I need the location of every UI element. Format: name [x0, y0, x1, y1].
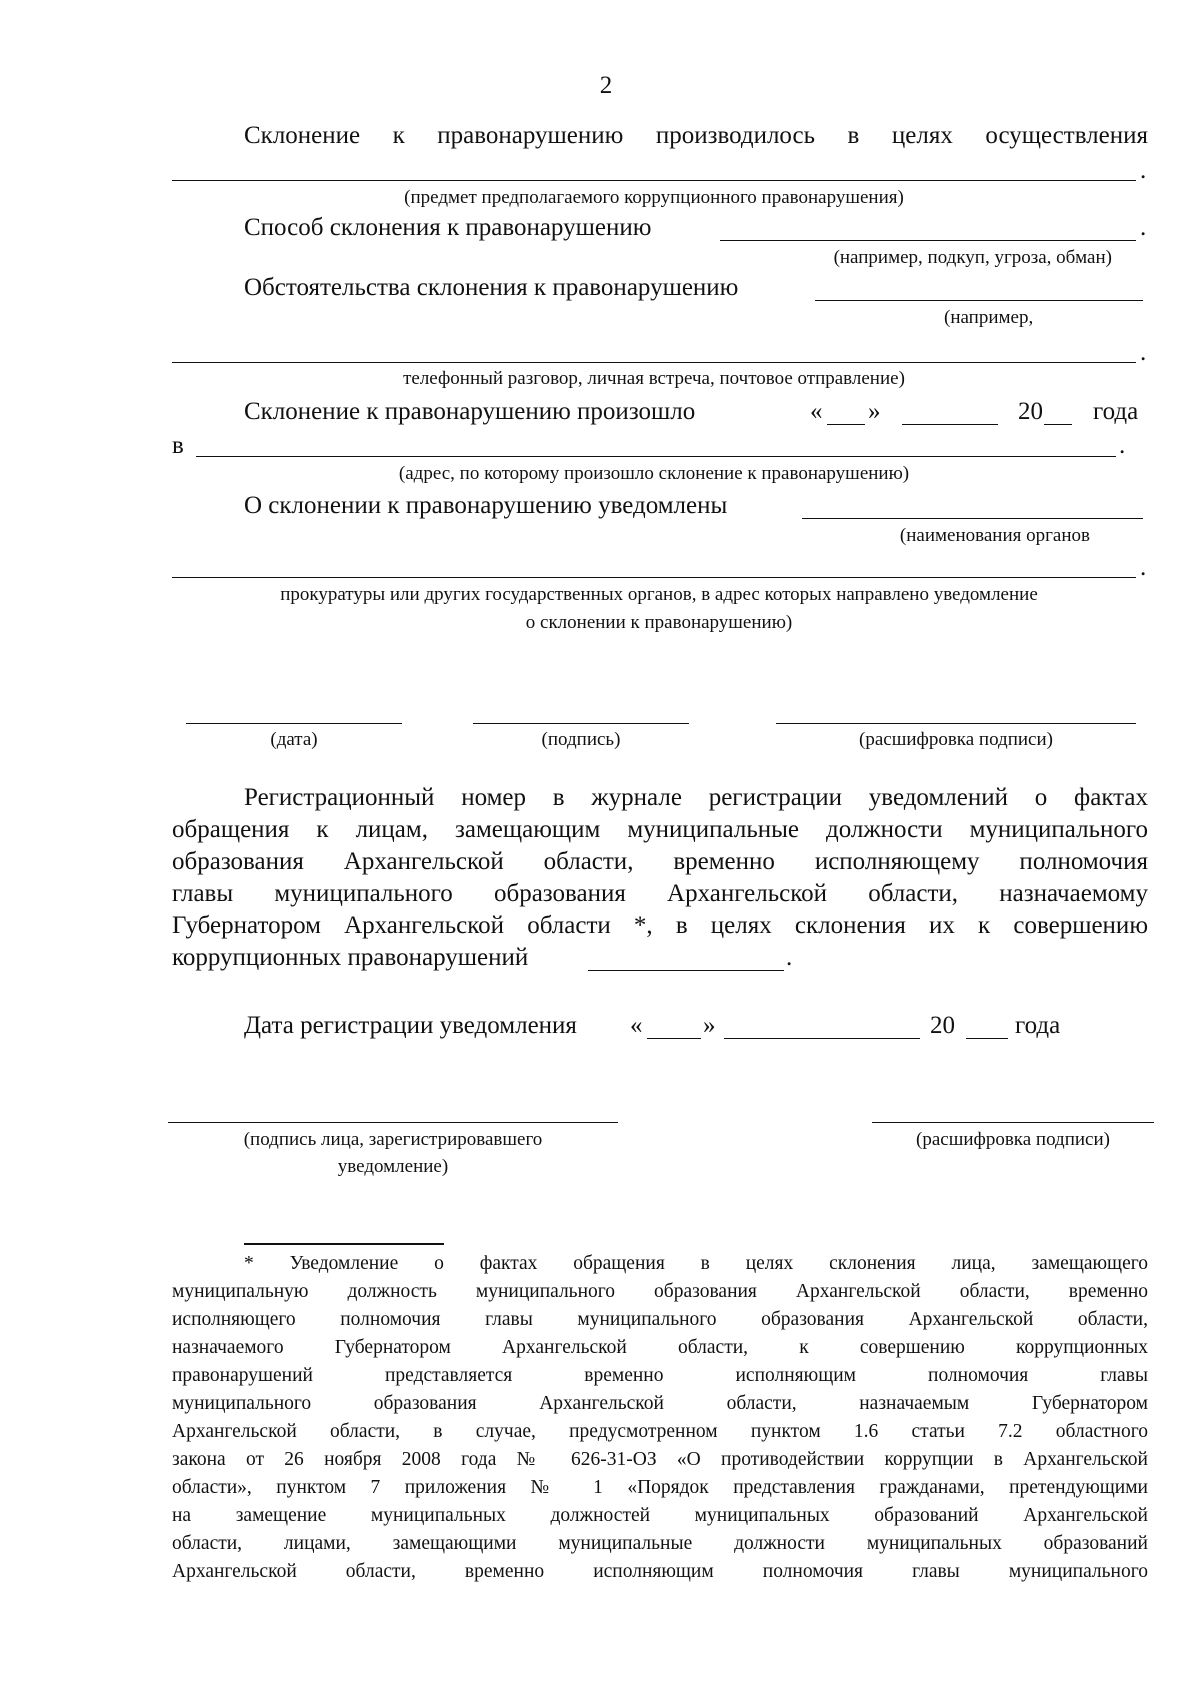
registration-line-5: Губернатором Архангельской области *, в целях склонения их к совершению	[172, 912, 1148, 939]
registrar-decoding-caption: (расшифровка подписи)	[916, 1129, 1110, 1150]
registration-line-2: обращения к лицам, замещающим муниципальные должности муниципального	[172, 816, 1148, 843]
purpose-hint: (предмет предполагаемого коррупционного правонарушения)	[404, 187, 904, 208]
footnote-line-9: области», пунктом 7 приложения № 1 «Порядок представления гражданами, претендующими	[172, 1477, 1148, 1498]
page-number: 2	[599, 72, 613, 99]
registration-line-4: главы муниципального образования Архангельской области, назначаемому	[172, 880, 1148, 907]
method-blank[interactable]	[720, 240, 1136, 241]
registration-line-1: Регистрационный номер в журнале регистрации уведомлений о фактах	[244, 784, 1148, 811]
reg-date-open-quote: «	[630, 1012, 643, 1039]
registrar-signature-line[interactable]	[168, 1122, 618, 1123]
occurred-address-blank[interactable]	[196, 456, 1116, 457]
footnote-line-1: * Уведомление о фактах обращения в целях склонения лица, замещающего	[244, 1253, 1148, 1274]
footnote-line-3: исполняющего полномочия главы муниципального образования Архангельской области,	[172, 1309, 1148, 1330]
date-signature-line[interactable]	[186, 723, 402, 724]
occurred-year-blank[interactable]	[1044, 424, 1072, 425]
notified-blank-2[interactable]	[172, 577, 1136, 578]
method-end: .	[1140, 214, 1147, 241]
circumstances-hint-b: телефонный разговор, личная встреча, почтовое отправление)	[403, 368, 905, 389]
registrar-caption-2: уведомление)	[337, 1156, 449, 1177]
reg-date-close-quote: »	[703, 1012, 716, 1039]
date-caption: (дата)	[270, 729, 318, 750]
circumstances-blank-1[interactable]	[815, 300, 1143, 301]
purpose-blank[interactable]	[172, 180, 1136, 181]
reg-date-year-word: года	[1015, 1012, 1061, 1039]
footnote-line-2: муниципальную должность муниципального образования Архангельской области, временно	[172, 1281, 1148, 1302]
registration-line-3: образования Архангельской области, временно исполняющему полномочия	[172, 848, 1148, 875]
registration-end: .	[786, 944, 793, 971]
footnote-line-6: муниципального образования Архангельской области, назначаемым Губернатором	[172, 1393, 1148, 1414]
occurred-hint: (адрес, по которому произошло склонение к правонарушению)	[398, 463, 910, 484]
circumstances-hint-a: (например,	[944, 307, 1034, 328]
reg-date-year-blank[interactable]	[966, 1038, 1008, 1039]
registrar-caption-1: (подпись лица, зарегистрировавшего	[243, 1129, 543, 1150]
notified-blank-1[interactable]	[802, 518, 1143, 519]
signature-line[interactable]	[473, 723, 689, 724]
footnote-line-11: области, лицами, замещающими муниципальные должности муниципальных образований	[172, 1533, 1148, 1554]
purpose-statement: Склонение к правонарушению производилось в целях осуществления	[244, 122, 1148, 149]
occurred-day-blank[interactable]	[827, 424, 865, 425]
registration-last-line: коррупционных правонарушений	[172, 944, 529, 971]
circumstances-label: Обстоятельства склонения к правонарушению	[244, 274, 739, 301]
footnote-separator	[244, 1243, 444, 1245]
footnote-line-10: на замещение муниципальных должностей муниципальных образований Архангельской	[172, 1505, 1148, 1526]
occurred-end: .	[1119, 432, 1126, 459]
method-label: Способ склонения к правонарушению	[244, 214, 652, 241]
footnote-line-7: Архангельской области, в случае, предусмотренном пунктом 1.6 статьи 7.2 областного	[172, 1421, 1148, 1442]
notified-end: .	[1140, 554, 1147, 581]
circumstances-blank-2[interactable]	[172, 362, 1136, 363]
occurred-year-word: года	[1093, 398, 1139, 425]
reg-date-label: Дата регистрации уведомления	[244, 1012, 577, 1039]
footnote-line-12: Архангельской области, временно исполняющим полномочия главы муниципального	[172, 1561, 1148, 1582]
footnote-line-8: закона от 26 ноября 2008 года № 626-31-ОЗ «О противодействии коррупции в Архангельской	[172, 1449, 1148, 1470]
reg-date-year-prefix: 20	[930, 1012, 955, 1039]
reg-date-month-blank[interactable]	[724, 1038, 920, 1039]
occurred-month-blank[interactable]	[902, 424, 998, 425]
occurred-open-quote: «	[810, 398, 823, 425]
reg-date-day-blank[interactable]	[647, 1038, 701, 1039]
circumstances-end: .	[1140, 339, 1147, 366]
decoding-signature-line[interactable]	[776, 723, 1136, 724]
occurred-close-quote: »	[868, 398, 881, 425]
signature-caption: (подпись)	[541, 729, 621, 750]
decoding-caption: (расшифровка подписи)	[859, 729, 1053, 750]
footnote-line-4: назначаемого Губернатором Архангельской области, к совершению коррупционных	[172, 1337, 1148, 1358]
footnote-line-5: правонарушений представляется временно исполняющим полномочия главы	[172, 1365, 1148, 1386]
notified-hint-b2: о склонении к правонарушению)	[525, 612, 793, 633]
occurred-year-prefix: 20	[1018, 398, 1043, 425]
method-hint: (например, подкуп, угроза, обман)	[833, 247, 1112, 268]
occurred-label: Склонение к правонарушению произошло	[244, 398, 696, 425]
notified-hint-b1: прокуратуры или других государственных органов, в адрес которых направлено уведомление	[280, 584, 1038, 605]
occurred-in-word: в	[172, 432, 184, 459]
notified-hint-a: (наименования органов	[899, 525, 1090, 546]
registration-number-blank[interactable]	[588, 970, 784, 971]
notified-label: О склонении к правонарушению уведомлены	[244, 492, 728, 519]
registrar-decoding-line[interactable]	[872, 1122, 1154, 1123]
purpose-end: .	[1140, 157, 1147, 184]
